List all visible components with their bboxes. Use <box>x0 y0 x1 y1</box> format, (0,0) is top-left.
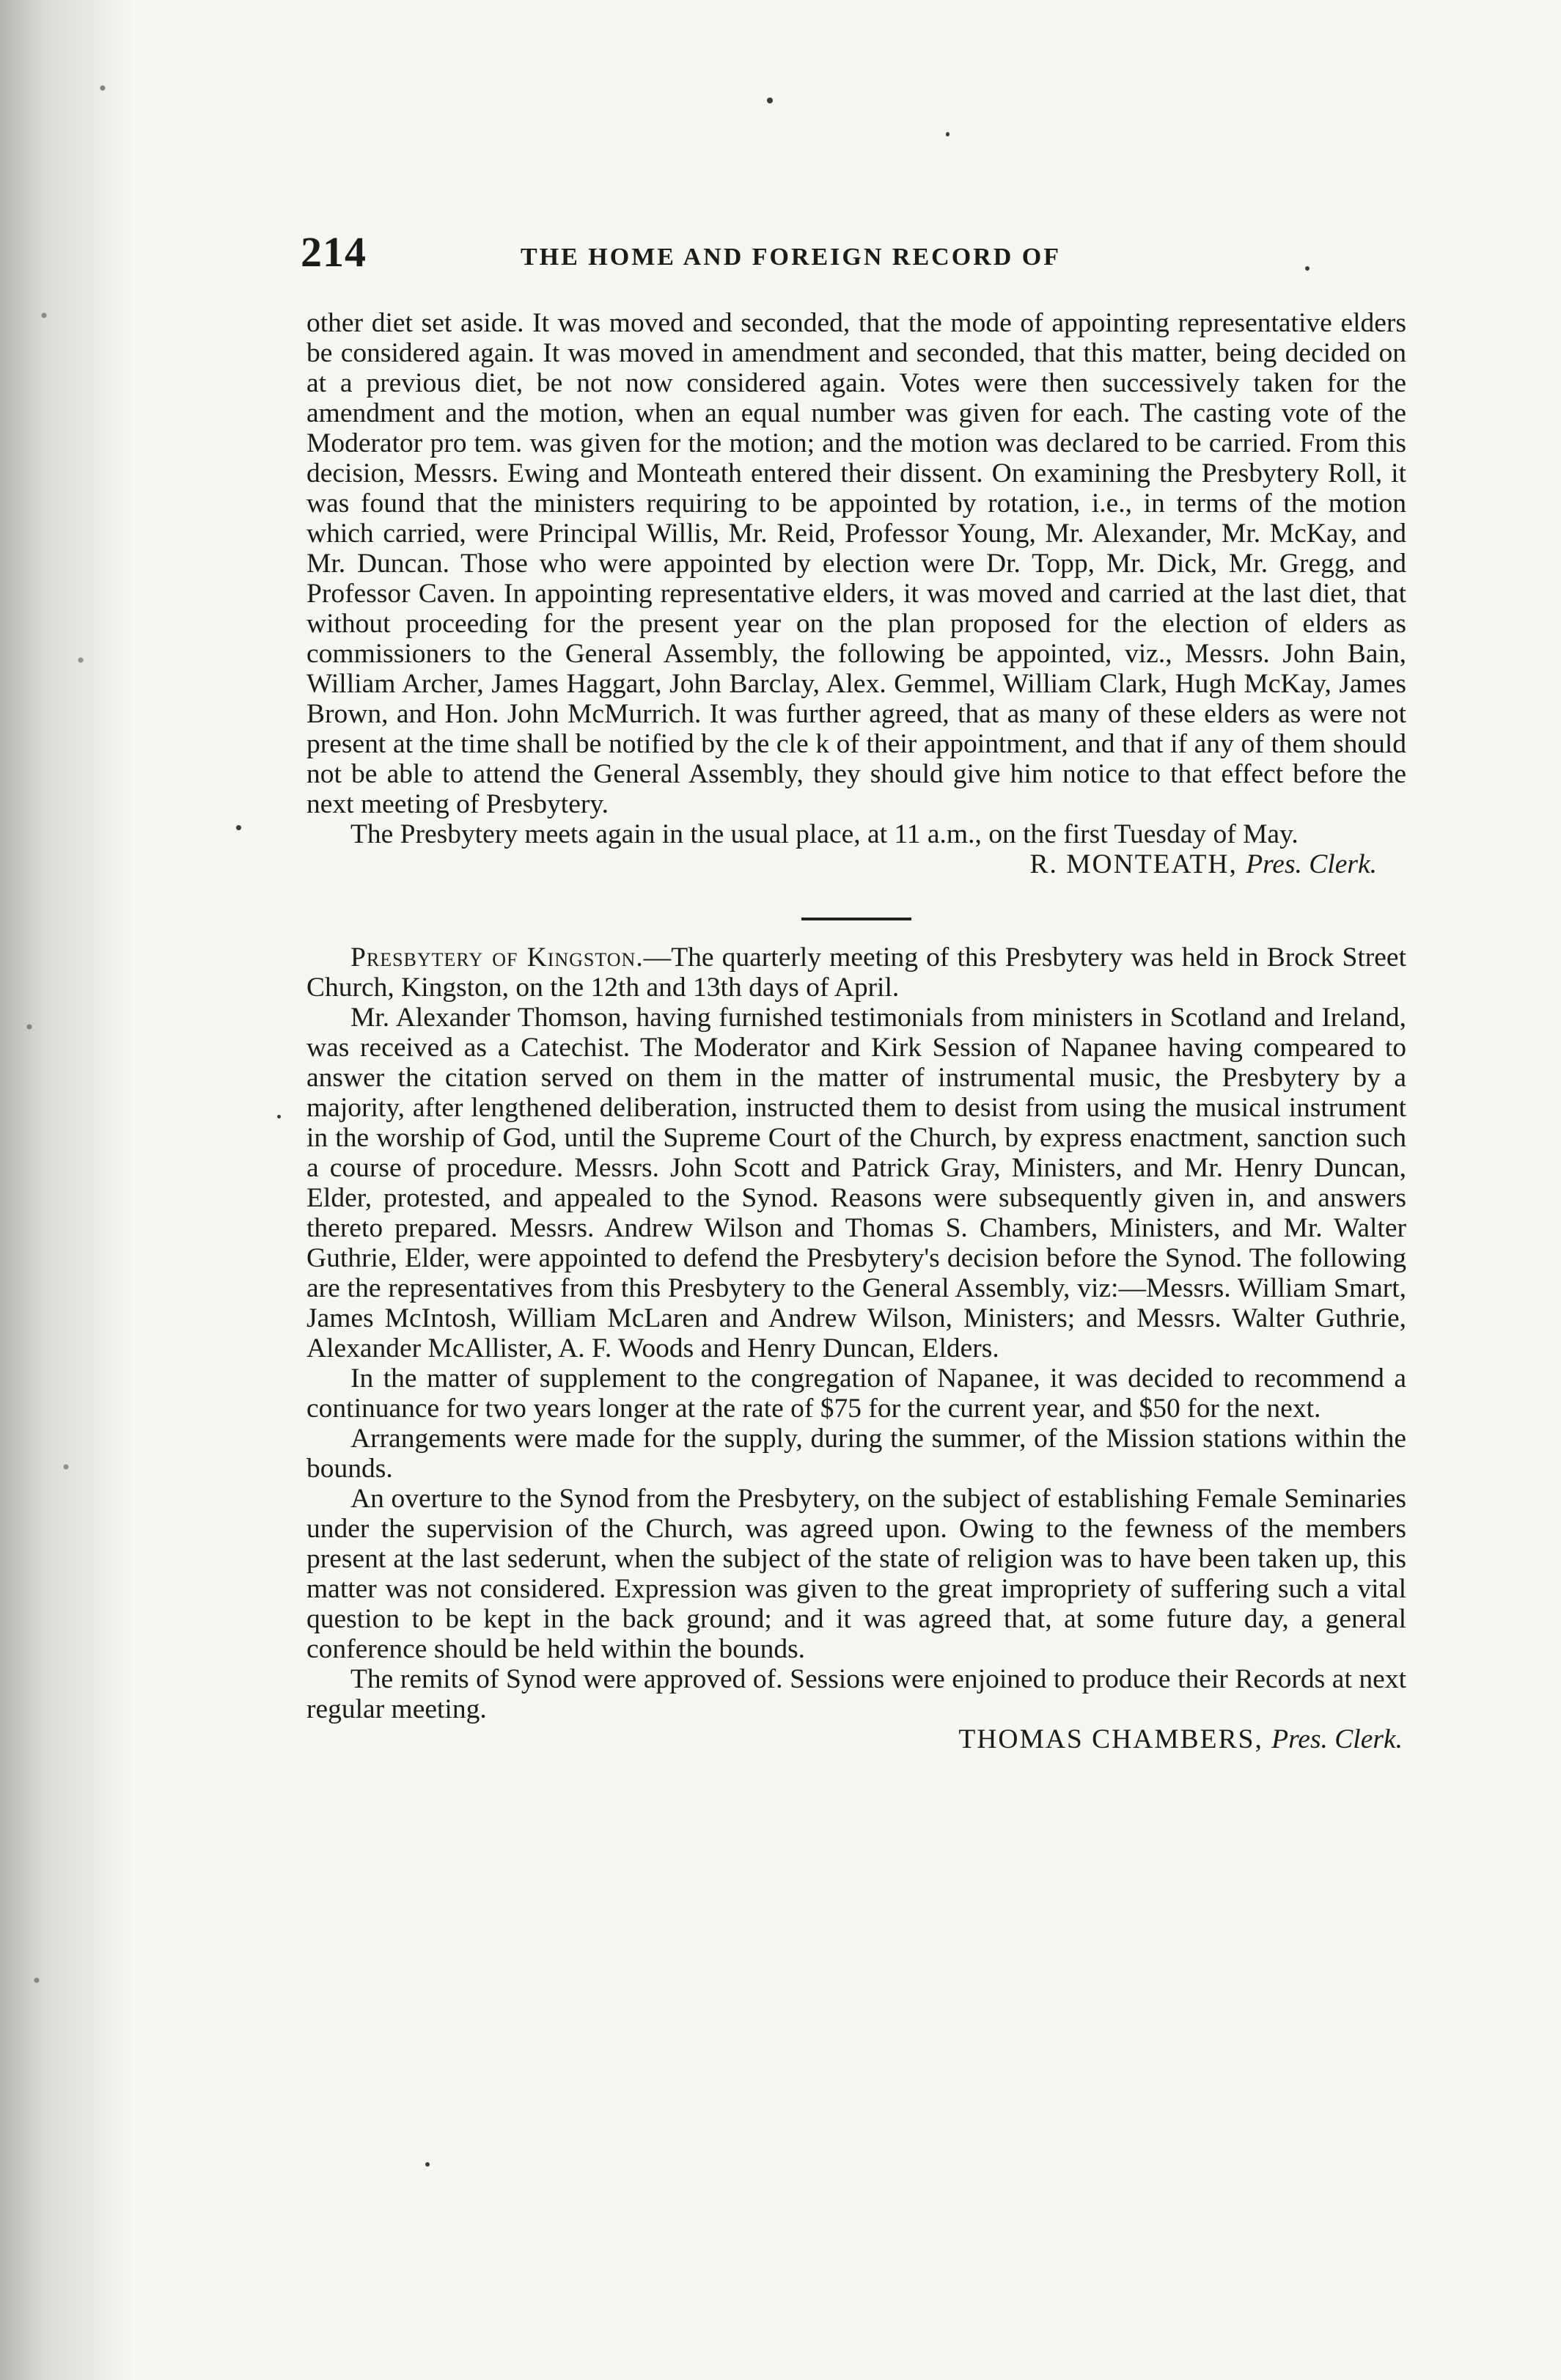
page-number: 214 <box>301 228 367 276</box>
section-opening <box>306 942 1406 1003</box>
ink-speck <box>767 98 773 103</box>
signature <box>306 849 1406 879</box>
page-binding-shadow <box>0 0 220 2380</box>
ink-speck <box>946 132 950 136</box>
signature-name: THOMAS CHAMBERS, <box>958 1724 1263 1754</box>
body-paragraph: An overture to the Synod from the Presbytery, on the subject of establishing Female Seminaries under the supervision of the Church, was agreed upon. Owing to the fewness of the members present at the last sederunt, when the subject of the state of religion was to have been taken up, this matter was not considered. Expression was given to the great impropriety of suffering such a vital question to be kept in the back ground; and it was agreed that, at some future day, a general conference should be held within the bounds. <box>306 1484 1406 1664</box>
ink-speck <box>277 1115 281 1118</box>
signature-title: Pres. Clerk. <box>1271 1724 1403 1754</box>
ink-speck <box>425 2162 430 2167</box>
body-paragraph: The Presbytery meets again in the usual place, at 11 a.m., on the first Tuesday of May. <box>350 819 1299 849</box>
body-paragraph: Arrangements were made for the supply, during the summer, of the Mission stations within the bounds. <box>306 1424 1406 1484</box>
signature <box>306 1724 1406 1754</box>
signature-title: Pres. Clerk. <box>1246 849 1377 879</box>
body-paragraph: In the matter of supplement to the congregation of Napanee, it was decided to recommend a continuance for two years longer at the rate of $75 for the current year, and $50 for the next. <box>306 1363 1406 1424</box>
ink-speck <box>236 825 241 830</box>
text-column <box>306 308 1406 1754</box>
running-head: THE HOME AND FOREIGN RECORD OF <box>521 244 1061 271</box>
body-paragraph: Mr. Alexander Thomson, having furnished testimonials from ministers in Scotland and Ireland, was received as a Catechist. The Moderator and Kirk Session of Napanee having compeared to answer the citation served on them in the matter of instrumental music, the Presbytery by a majority, after lengthened deliberation, instructed them to desist from using the musical instrument in the worship of God, until the Supreme Court of the Church, by express enactment, sanction such a course of procedure. Messrs. John Scott and Patrick Gray, Ministers, and Mr. Henry Duncan, Elder, protested, and appealed to the Synod. Reasons were subsequently given in, and answers thereto prepared. Messrs. Andrew Wilson and Thomas S. Chambers, Ministers, and Mr. Walter Guthrie, Elder, were appointed to defend the Presbytery's decision before the Synod. The following are the representatives from this Presbytery to the General Assembly, viz:—Messrs. William Smart, James McIntosh, William McLaren and Andrew Wilson, Ministers; and Messrs. Walter Guthrie, Alexander McAllister, A. F. Woods and Henry Duncan, Elders. <box>306 1003 1406 1363</box>
signature-name: R. MONTEATH, <box>1029 849 1238 879</box>
body-paragraph: The remits of Synod were approved of. Sessions were enjoined to produce their Records at next regular meeting. <box>306 1664 1406 1724</box>
section-heading: Presbytery of Kingston. <box>350 942 644 973</box>
section-opening-text: —The quarterly meeting of this Presbytery was held in Brock Street Church, Kingston, on the 12th and 13th days of April. <box>306 942 1406 1003</box>
page-header <box>301 227 1415 279</box>
section-divider <box>801 918 911 920</box>
body-paragraph: other diet set aside. It was moved and seconded, that the mode of appointing representative elders be considered again. It was moved in amendment and seconded, that this matter, being decided on at a previous diet, be not now considered again. Votes were then successively taken for the amendment and the motion, when an equal number was given for each. The casting vote of the Moderator pro tem. was given for the motion; and the motion was declared to be carried. From this decision, Messrs. Ewing and Monteath entered their dissent. On examining the Presbytery Roll, it was found that the ministers requiring to be appointed by rotation, i.e., in terms of the motion which carried, were Principal Willis, Mr. Reid, Professor Young, Mr. Alexander, Mr. McKay, and Mr. Duncan. Those who were appointed by election were Dr. Topp, Mr. Dick, Mr. Gregg, and Professor Caven. In appointing representative elders, it was moved and carried at the last diet, that without proceeding for the present year on the plan proposed for the election of elders as commissioners to the General Assembly, the following be appointed, viz., Messrs. John Bain, William Archer, James Haggart, John Barclay, Alex. Gemmel, William Clark, Hugh McKay, James Brown, and Hon. John McMurrich. It was further agreed, that as many of these elders as were not present at the time shall be notified by the cle k of their appointment, and that if any of them should not be able to attend the General Assembly, they should give him notice to that effect before the next meeting of Presbytery. <box>306 308 1406 819</box>
